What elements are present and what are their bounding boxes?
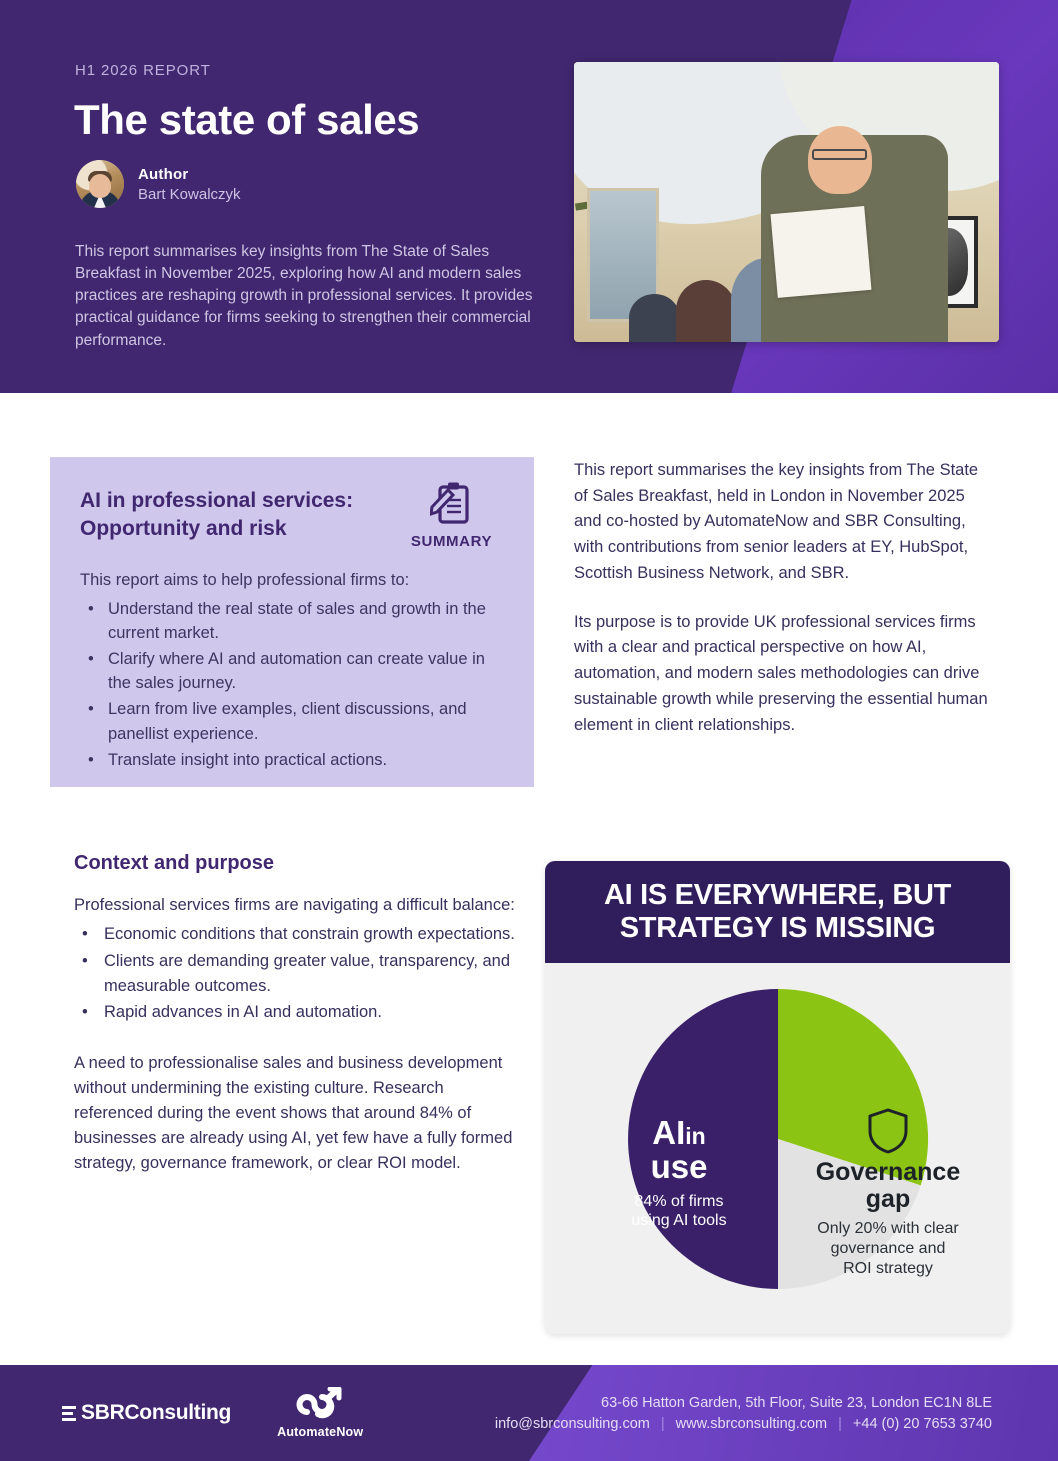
footer-logo-group — [62, 1365, 363, 1461]
pie-slice-ai-in-use — [628, 989, 778, 1289]
intro-column — [574, 458, 992, 738]
footer-website[interactable]: www.sbrconsulting.com — [675, 1415, 828, 1432]
list-item: • Rapid advances in AI and automation. — [74, 1000, 524, 1025]
context-paragraph-2: A need to professionalise sales and business development without undermining the existing culture. Research referenced during the event shows that around 84% of businesses are already using AI, yet few have a fully formed strategy, governance framework, or clear ROI model. — [74, 1054, 513, 1173]
intro-paragraph-2: Its purpose is to provide UK professional services firms with a clear and practical perspective on how AI, automation, and modern sales methodologies can drive sustainable growth while preserving the essential human element in client relationships. — [574, 612, 988, 734]
automatenow-logo-name: AutomateNow — [277, 1425, 364, 1439]
list-item: • Translate insight into practical actions. — [80, 748, 504, 772]
summary-icon-label: SUMMARY — [410, 533, 493, 550]
list-item: • Clarify where AI and automation can create value in the sales journey. — [80, 647, 504, 695]
page-footer — [0, 1365, 1058, 1461]
ai-caption-line1: 84% of firms — [634, 1192, 724, 1210]
footer-address: 63-66 Hatton Garden, 5th Floor, Suite 23, London EC1N 8LE — [601, 1394, 992, 1411]
pie-chart — [618, 979, 938, 1299]
footer-phone[interactable]: +44 (0) 20 7653 3740 — [852, 1415, 992, 1432]
footer-separator: | — [660, 1415, 665, 1432]
gov-caption-line2: governance and — [830, 1240, 946, 1257]
context-lead: Professional services firms are navigating a difficult balance: — [74, 896, 515, 914]
infographic-card — [545, 861, 1010, 1334]
sbr-consulting-logo — [62, 1401, 231, 1425]
clipboard-icon — [430, 481, 474, 527]
ai-caption-line2: using AI tools — [631, 1212, 727, 1230]
intro-paragraph-1: This report summarises the key insights from The State of Sales Breakfast, held in London in November 2025 and co-hosted by AutomateNow and SBR Consulting, with contributions from senior leaders at EY, HubSpot, Scottish Business Network, and SBR. — [574, 461, 979, 582]
summary-title: AI in professional services: Opportunity and risk — [80, 489, 354, 540]
author-label: Author — [138, 165, 189, 183]
infographic-heading: AI IS EVERYWHERE, BUT STRATEGY IS MISSING — [603, 878, 952, 944]
report-eyebrow: H1 2026 REPORT — [75, 62, 211, 79]
gov-caption-line1: Only 20% with clear — [817, 1220, 959, 1237]
hero-photo — [574, 62, 999, 342]
context-bullet-list — [74, 922, 524, 1025]
footer-contact-block — [495, 1365, 992, 1461]
avatar — [76, 160, 124, 208]
author-block — [76, 160, 241, 208]
sbr-bars-icon — [62, 1406, 76, 1421]
summary-bullet-list — [80, 597, 504, 772]
list-item: • Learn from live examples, client discussions, and panellist experience. — [80, 697, 504, 745]
ai-label-line2: use — [650, 1148, 708, 1186]
context-heading: Context and purpose — [74, 852, 275, 874]
footer-email[interactable]: info@sbrconsulting.com — [494, 1415, 650, 1432]
summary-callout-box — [50, 457, 534, 787]
header-banner — [0, 0, 1058, 393]
list-item: • Clients are demanding greater value, transparency, and measurable outcomes. — [74, 949, 524, 999]
footer-separator: | — [838, 1415, 842, 1432]
infographic-header — [545, 861, 1010, 963]
summary-icon-group — [399, 481, 504, 550]
summary-lead: This report aims to help professional firms to: — [80, 570, 410, 589]
page-title: The state of sales — [74, 96, 420, 143]
context-section — [74, 852, 524, 1176]
ai-label-main: AI — [652, 1114, 686, 1151]
infinity-arrow-icon — [294, 1387, 346, 1423]
list-item: • Understand the real state of sales and growth in the current market. — [80, 597, 504, 645]
list-item: • Economic conditions that constrain growth expectations. — [74, 922, 524, 947]
author-name: Bart Kowalczyk — [138, 185, 241, 203]
sbr-logo-name: SBRConsulting — [81, 1401, 232, 1424]
ai-label-sub: in — [685, 1123, 706, 1149]
automatenow-logo — [277, 1387, 363, 1439]
gov-caption-line3: ROI strategy — [843, 1260, 933, 1277]
header-description: This report summarises key insights from The State of Sales Breakfast in November 2025, exploring how AI and modern sales practices are reshaping growth in professional services. It provides practical guidance for firms seeking to strengthen their commercial performance. — [75, 243, 533, 349]
gov-label-line2: gap — [865, 1184, 911, 1213]
gov-label-line1: Governance — [815, 1158, 961, 1186]
pie-chart-area — [545, 963, 1010, 1334]
